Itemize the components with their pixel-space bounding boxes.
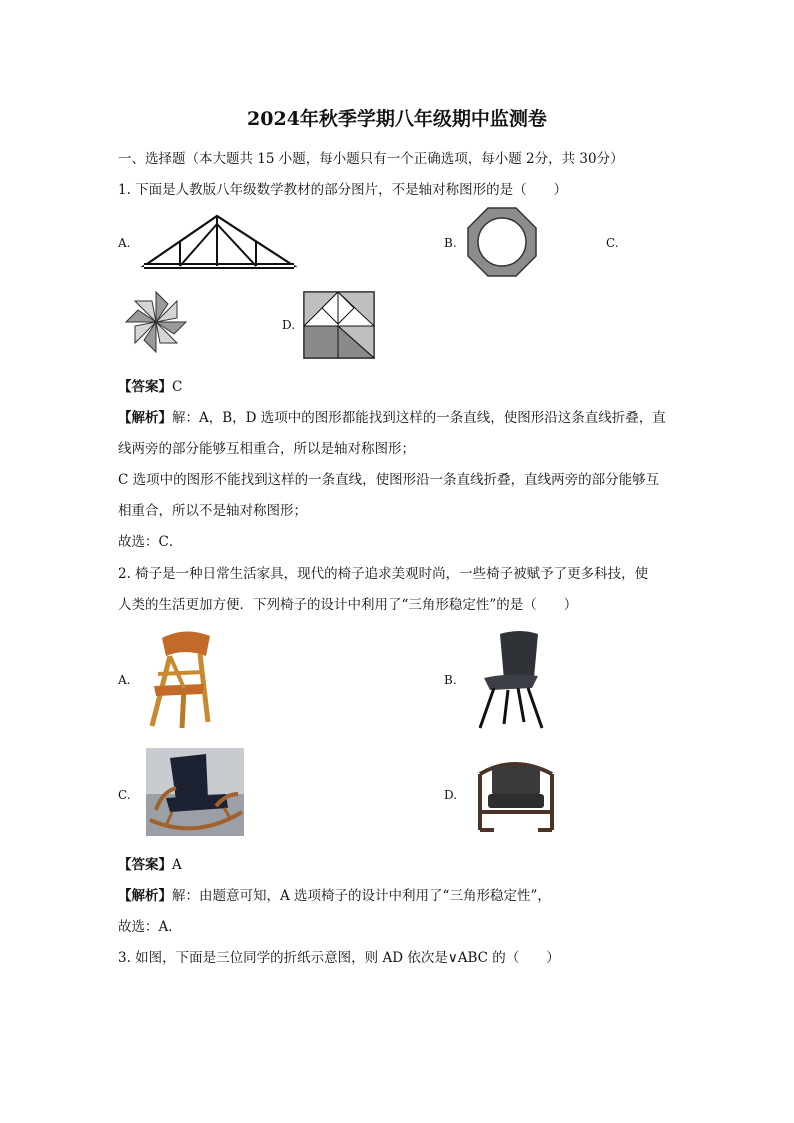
modern-chair-image	[470, 628, 550, 732]
q1-answer-tag: 【答案】	[118, 379, 172, 395]
truss-figure	[140, 212, 298, 272]
q2-stem-line-2: 人类的生活更加方便．下列椅子的设计中利用了“三角形稳定性”的是（ ）	[118, 597, 578, 613]
octagon-ring-figure	[466, 206, 538, 278]
q2-answer: A	[172, 857, 182, 873]
q1-analysis-line-4: 相重合，所以不是轴对称图形；	[118, 503, 307, 519]
q2-option-d-label: D.	[444, 788, 458, 802]
q2-answer-tag: 【答案】	[118, 857, 172, 873]
q2-option-a-label: A.	[118, 673, 131, 687]
q1-option-a-label: A.	[118, 236, 131, 250]
q1-option-b-label: B.	[444, 236, 457, 250]
rocking-chair-image	[146, 748, 244, 836]
q2-analysis-tag: 【解析】	[118, 888, 172, 904]
q1-analysis-line-3: C 选项中的图形不能找到这样的一条直线，使图形沿一条直线折叠，直线两旁的部分能够互	[118, 472, 660, 488]
q1-option-c-label: C.	[606, 236, 619, 250]
pinwheel-figure	[120, 290, 192, 354]
q3-stem: 3. 如图，下面是三位同学的折纸示意图，则 AD 依次是∨ABC 的（ ）	[118, 950, 560, 966]
q1-analysis-tag: 【解析】	[118, 410, 172, 426]
q2-conclusion: 故选：A．	[118, 919, 182, 935]
tangram-figure	[302, 290, 376, 360]
q1-answer: C	[172, 379, 183, 395]
q1-conclusion: 故选：C．	[118, 534, 183, 550]
section-heading: 一、选择题（本大题共 15 小题，每小题只有一个正确选项，每小题 2分，共 30分）	[118, 151, 624, 167]
lounge-chair-image	[474, 752, 558, 834]
q1-analysis-line-2: 线两旁的部分能够互相重合，所以是轴对称图形；	[118, 441, 415, 457]
q2-analysis-line-1: 解：由题意可知，A 选项椅子的设计中利用了“三角形稳定性”，	[172, 888, 551, 904]
q1-stem: 1. 下面是人教版八年级数学教材的部分图片，不是轴对称图形的是（ ）	[118, 182, 568, 198]
page-title: 2024年秋季学期八年级期中监测卷	[247, 108, 547, 130]
q1-option-d-label: D.	[282, 318, 296, 332]
q2-option-c-label: C.	[118, 788, 131, 802]
q2-option-b-label: B.	[444, 673, 457, 687]
wooden-armchair-image	[140, 628, 220, 732]
q2-stem-line-1: 2. 椅子是一种日常生活家具，现代的椅子追求美观时尚，一些椅子被赋予了更多科技，使	[118, 566, 649, 582]
q1-analysis-line-1: 解：A，B，D 选项中的图形都能找到这样的一条直线，使图形沿这条直线折叠，直	[172, 410, 666, 426]
